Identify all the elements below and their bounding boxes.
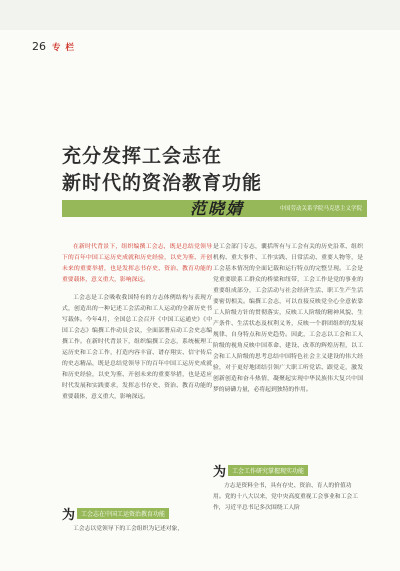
heading-1-mark: 为 (62, 508, 76, 523)
right-tail-paragraph (213, 481, 363, 521)
author-affiliation: 中国劳动关系学院马克思主义学院 (279, 206, 362, 212)
section-label: 专 栏 (52, 43, 75, 53)
title-line-2: 新时代的资治教育功能 (62, 172, 263, 194)
section-heading-1 (62, 504, 169, 523)
page-number: 26 (32, 40, 46, 53)
heading-2-mark: 为 (213, 465, 227, 480)
heading-1-text: 工会志在中国工运资治教育功能 (77, 508, 169, 519)
left-column (62, 242, 212, 410)
left-tail-text: 工会志以党领导下的工会组织为记述对象， (73, 526, 184, 532)
top-decoration (0, 0, 400, 30)
left-tail-paragraph (62, 524, 212, 542)
section-heading-2 (213, 461, 308, 480)
article-title (62, 143, 262, 197)
heading-2-text: 工会工作研究掌握现实功能 (228, 465, 308, 476)
abstract: 在新时代背景下，组织编撰工会志，既是总结党领导下的百年中国工运历史成就和历史经验，以史为鉴、开创未来的重要举措，也是发挥志书存史、资治、教育功能的重要载体，意义重大，影响深远。 (62, 244, 212, 283)
right-tail-text: 方志是资料全书，具有存史、资治、育人的价值功用。党的十八大以来，党中央高度重视工会事业和工会工作，习近平总书记多次围绕工人阶 (213, 483, 358, 511)
right-paragraph-1: 是工会部门专志，囊括所有与工会有关的历史沿革、组织机构、重大事件、工作实践、日常活动、重要人物等，是工会基本情况的全面记载和运行特点的完整呈现。工会是党重要联系工群众的桥梁和纽带，工会工作是党的事业的重要组成部分，工会活动与社会经济生活、职工生产生活要密切相关。编撰工会志，可以直接反映党全心全意依靠工人阶级方针的贯彻落实，反映工人阶级的精神风貌、生产条件、生活状态及权利义务，反映一个群团组织的发展规律、自身特点和历史趋势。因此，工会志以工会和工人阶级的视角反映中国革命、建设、改革的辉煌历程，以工会和工人阶级的思考总结中国特色社会主义建设的伟大经验，对于更好地团结引领广大职工听党话、跟党走，激发创新创造和奋斗热情，凝聚起实现中华民族伟大复兴中国梦的磅礴力量，必将起到独特的作用。 (213, 244, 363, 393)
left-paragraph: 工会志是工会吸收我国特有的方志体例结构与表现方式，创造出的一种记述工会活动和工人运动的全新历史书写载体。今年4月，全国总工会召开《中国工运通史》《中国工会志》编撰工作动员会议，全面部署启动工会史志编撰工作。在新时代背景下，组织编撰工会志，系统梳理工运历史和工会工作，打造内容丰富、谱存翔实、信守传后的史志精品，既是总结党领导下的百年中国工运历史成就和历史经验，以史为鉴、开创未来的重要举措，也是适应时代发展和实践要求，发挥志书存史、资治、教育功能的重要载体，意义重大，影响深远。 (62, 295, 212, 400)
title-line-1: 充分发挥工会志在 (62, 145, 223, 167)
author-signature: 范晓婧 (190, 199, 245, 218)
right-column (213, 242, 363, 403)
